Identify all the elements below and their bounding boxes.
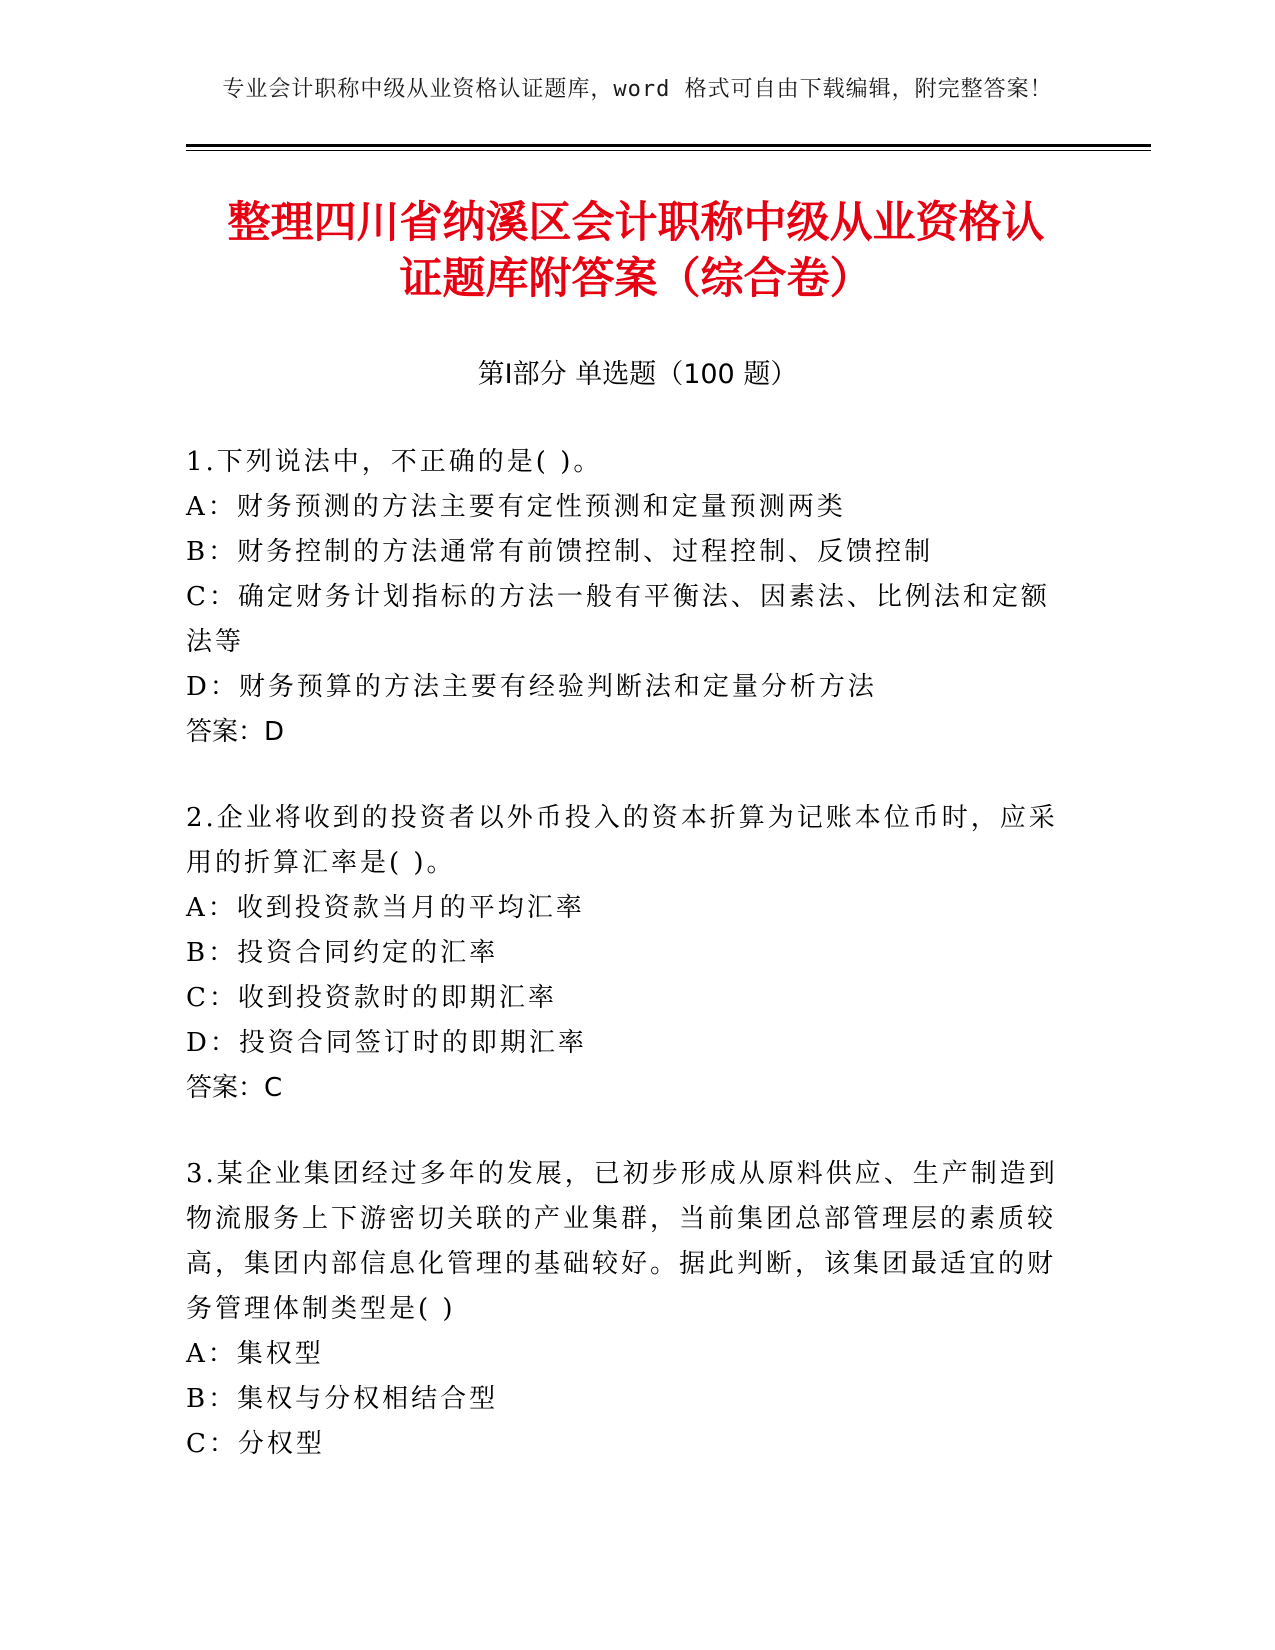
- question-answer: 答案：C: [186, 1073, 283, 1103]
- question-option-a: A：财务预测的方法主要有定性预测和定量预测两类: [186, 492, 846, 522]
- question-option-b: B：集权与分权相结合型: [186, 1384, 499, 1414]
- question-option-a: A：集权型: [186, 1339, 324, 1369]
- question-1: [186, 440, 1076, 755]
- section-title: 第Ⅰ部分 单选题（100 题）: [477, 359, 798, 390]
- question-option-c: C：确定财务计划指标的方法一般有平衡法、因素法、比例法和定额法等: [186, 582, 1050, 657]
- question-option-a: A：收到投资款当月的平均汇率: [186, 893, 585, 923]
- question-option-d: D：财务预算的方法主要有经验判断法和定量分析方法: [186, 672, 877, 702]
- question-stem: 1.下列说法中，不正确的是( )。: [186, 447, 603, 477]
- header-rule-thin: [186, 150, 1151, 151]
- question-option-c: C：分权型: [186, 1429, 325, 1459]
- question-2: [186, 796, 1076, 1111]
- question-option-c: C：收到投资款时的即期汇率: [186, 983, 557, 1013]
- header-rule-thick: [186, 144, 1151, 147]
- question-list: [186, 440, 1076, 1508]
- question-option-d: D：投资合同签订时的即期汇率: [186, 1028, 587, 1058]
- question-3: [186, 1152, 1076, 1467]
- question-answer: 答案：D: [186, 717, 285, 747]
- question-option-b: B：财务控制的方法通常有前馈控制、过程控制、反馈控制: [186, 537, 934, 567]
- header-note: 专业会计职称中级从业资格认证题库，word 格式可自由下载编辑，附完整答案！: [222, 77, 1053, 102]
- document-title: [186, 195, 1086, 307]
- question-stem: 2.企业将收到的投资者以外币投入的资本折算为记账本位币时，应采用的折算汇率是( )。: [186, 803, 1058, 878]
- question-stem: 3.某企业集团经过多年的发展，已初步形成从原料供应、生产制造到物流服务上下游密切关联的产业集群，当前集团总部管理层的素质较高，集团内部信息化管理的基础较好。据此判断，该集团最适宜的财务管理体制类型是( ): [186, 1159, 1058, 1324]
- document-title-line-2: 证题库附答案（综合卷）: [399, 254, 873, 304]
- question-option-b: B：投资合同约定的汇率: [186, 938, 499, 968]
- document-title-line-1: 整理四川省纳溪区会计职称中级从业资格认: [227, 198, 1045, 248]
